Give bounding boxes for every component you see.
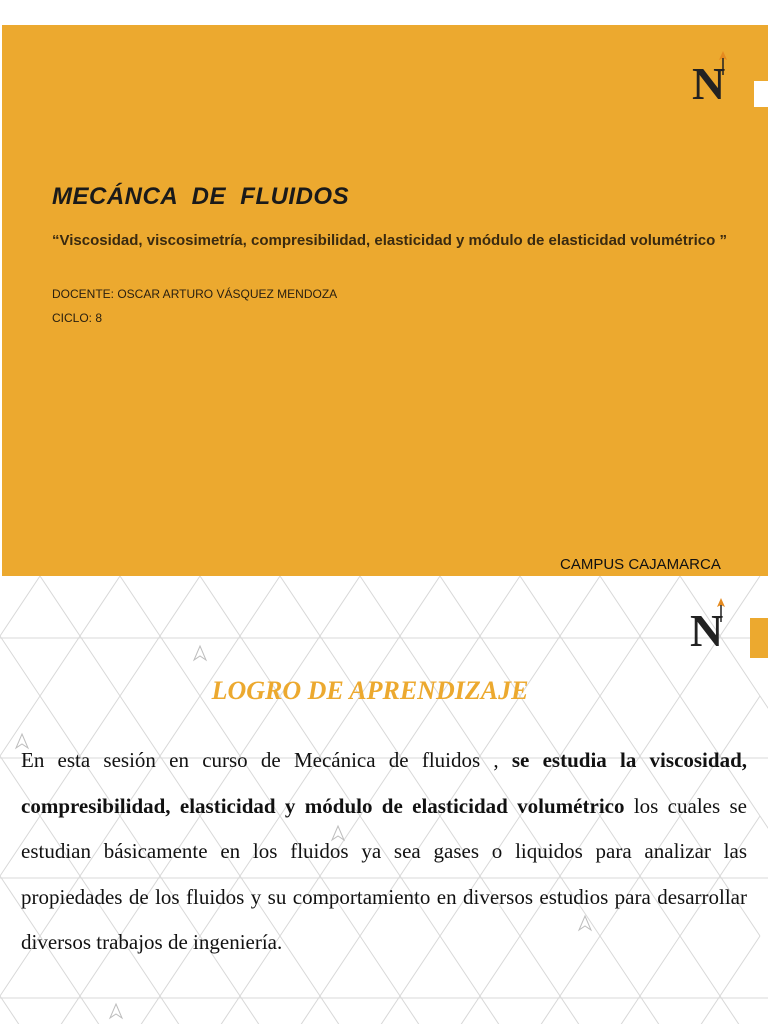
n-compass-logo-icon: N <box>690 598 730 658</box>
paragraph-text: En esta sesión en curso de Mecánica de fluidos , <box>21 748 512 772</box>
paragraph-text: los cuales se estudian básicamente en los fluidos ya sea gases o liquidos para analizar las propiedades de los fluidos y su comportamiento en diversos estudios para desarrollar diversos trabajos de ingeniería. <box>21 793 747 954</box>
learning-goal-paragraph <box>21 738 747 966</box>
accent-tab <box>750 618 768 658</box>
section-heading: LOGRO DE APRENDIZAJE <box>211 676 529 705</box>
title-slide <box>2 25 768 576</box>
campus-label: CAMPUS CAJAMARCA <box>560 556 721 573</box>
teacher-name: DOCENTE: OSCAR ARTURO VÁSQUEZ MENDOZA <box>52 287 338 301</box>
course-title: MECÁNCA DE FLUIDOS <box>52 183 350 210</box>
n-compass-logo-icon: N <box>692 51 732 111</box>
cycle-label: CICLO: 8 <box>52 311 103 325</box>
paragraph-bold-text: se estudia la viscosidad, compresibilidad, elasticidad y módulo de elasticidad volumétrico <box>21 748 747 818</box>
session-subtitle: “Viscosidad, viscosimetría, compresibilidad, elasticidad y módulo de elasticidad volumétrico ” <box>52 232 727 249</box>
learning-goal-slide <box>0 576 768 1024</box>
edge-strip <box>754 81 768 107</box>
